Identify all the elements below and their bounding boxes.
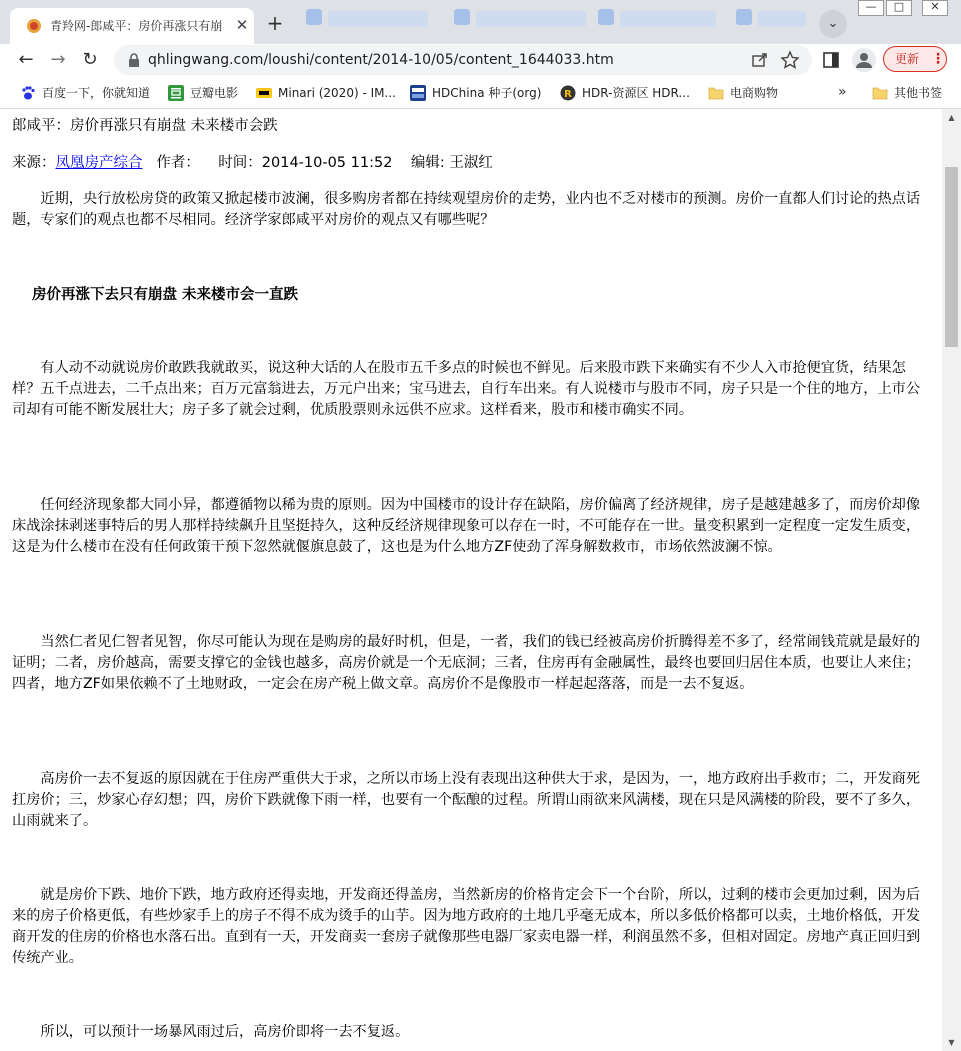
folder-icon xyxy=(708,85,724,101)
bookmark-label: 豆瓣电影 xyxy=(190,86,239,100)
douban-icon xyxy=(168,85,184,101)
update-button[interactable] xyxy=(883,46,947,72)
tab-active[interactable] xyxy=(10,8,254,44)
blurred-tab-title xyxy=(620,11,716,27)
article-paragraph: 当然仁者见仁智者见智，你尽可能认为现在是购房的最好时机，但是，一者，我们的钱已经被高房价折腾得差不多了，经常闹钱荒就是最好的证明；二者，房价越高，需要支撑它的金钱也越多，高房价就是一个无底洞；三者，住房再有金融属性，最终也要回归居住本质，也要让人来住；四者，地方ZF如果依赖不了土地财政，一定会在房产税上做文章。高房价不是像股市一样起起落落，而是一去不复返。 xyxy=(12,634,921,692)
hdchina-icon xyxy=(410,85,426,101)
update-button-label: 更新 xyxy=(895,52,920,66)
vertical-scrollbar[interactable] xyxy=(942,109,961,1051)
scrollbar-thumb[interactable] xyxy=(945,167,958,347)
tab-favicon-icon xyxy=(736,9,752,25)
tab-strip xyxy=(0,0,961,44)
article-paragraph: 高房价一去不复返的原因就在于住房严重供大于求，之所以市场上没有表现出这种供大于求，是因为，一，地方政府出手救市；二，开发商死扛房价；三，炒家心存幻想；四，房价下跌就像下雨一样，也要有一个酝酿的过程。所谓山雨欲来风满楼，现在只是风满楼的阶段，要不了多久，山雨就来了。 xyxy=(12,771,921,829)
close-window-button[interactable]: ✕ xyxy=(922,0,948,16)
folder-icon xyxy=(872,85,888,101)
bookmark-label: 电商购物 xyxy=(730,86,779,100)
lock-icon[interactable] xyxy=(126,52,142,68)
bookmark-label: HDR-资源区 HDR... xyxy=(582,86,690,100)
article-paragraph: 就是房价下跌、地价下跌，地方政府还得卖地，开发商还得盖房，当然新房的价格肯定会下一个台阶，所以，过剩的楼市会更加过剩，因为后来的房子价格更低，有些炒家手上的房子不得不成为烫手的山芋。因为地方政府的土地几乎毫无成本，所以多低价格都可以卖，土地价格低，开发商开发的住房的价格也水落石出。直到有一天，开发商卖一套房子就像那些电器厂家卖电器一样，利润虽然不多，但相对固定。房地产真正回归到传统产业。 xyxy=(12,887,921,966)
bookmark-label: HDChina 种子(org) xyxy=(432,86,542,100)
bookmark-label: 其他书签 xyxy=(894,86,943,100)
blurred-tab-title xyxy=(758,11,806,27)
share-icon[interactable] xyxy=(750,50,770,70)
source-link[interactable]: 凤凰房产综合 xyxy=(55,155,143,171)
tab-title: 青羚网-郎咸平：房价再涨只有崩 xyxy=(50,19,223,33)
article-paragraph: 有人动不动就说房价敢跌我就敢买，说这种大话的人在股市五千多点的时候也不鲜见。后来股市跌下来确实有不少人入市抢便宜货，结果怎样？五千点进去，二千点出来；百万元富翁进去，万元户出来；宝马进去，自行车出来。有人说楼市与股市不同，房子只是一个住的地方，上市公司却有可能不断发展壮大；房子多了就会过剩，优质股票则永远供不应求。这样看来，股市和楼市确实不同。 xyxy=(12,360,921,418)
svg-text:R: R xyxy=(564,89,572,100)
scroll-up-arrow-icon[interactable]: ▲ xyxy=(948,113,955,122)
tab-favicon-icon xyxy=(454,9,470,25)
bookmark-star-icon[interactable] xyxy=(780,50,800,70)
article-title: 郎咸平：房价再涨只有崩盘 未来楼市会跌 xyxy=(12,118,278,134)
bookmarks-overflow-icon[interactable]: » xyxy=(838,84,847,100)
article-meta xyxy=(12,153,493,173)
bookmark-label: Minari (2020) - IM... xyxy=(278,86,396,100)
page-content xyxy=(0,109,942,1051)
browser-toolbar xyxy=(0,44,961,76)
back-button[interactable]: ← xyxy=(18,49,34,70)
intro-paragraph: 近期，央行放松房贷的政策又掀起楼市波澜，很多购房者都在持续观望房价的走势，业内也不乏对楼市的预测。房价一直都人们讨论的热点话题，专家们的观点也都不尽相同。经济学家郎咸平对房价的观点又有哪些呢？ xyxy=(12,191,921,228)
article-paragraph: 任何经济现象都大同小异，都遵循物以稀为贵的原则。因为中国楼市的设计存在缺陷，房价偏离了经济规律，房子是越建越多了，而房价却像床战涂抹剥迷事特后的男人那样持续飙升且坚挺持久，这种反经济规律现象可以存在一时，不可能存在一世。量变积累到一定程度一定发生质变，这是为什么楼市在没有任何政策干预下忽然就偃旗息鼓了，这也是为什么地方ZF使劲了浑身解数救市，市场依然波澜不惊。 xyxy=(12,497,921,555)
hdr-icon xyxy=(560,85,576,101)
new-tab-button[interactable]: + xyxy=(266,11,284,35)
site-favicon-icon xyxy=(26,18,42,34)
section-heading: 房价再涨下去只有崩盘 未来楼市会一直跌 xyxy=(32,287,299,303)
profile-avatar-icon[interactable] xyxy=(852,48,876,72)
bookmark-label: 百度一下，你就知道 xyxy=(42,86,151,100)
minimize-button[interactable]: — xyxy=(858,0,884,16)
article-paragraph: 所以，可以预计一场暴风雨过后，高房价即将一去不复返。 xyxy=(40,1024,410,1040)
meta-details: 作者： 时间：2014-10-05 11:52 编辑: 王淑红 xyxy=(142,155,493,171)
baidu-paw-icon xyxy=(20,85,36,101)
bookmarks-bar xyxy=(0,78,961,109)
background-tabs[interactable] xyxy=(296,8,806,38)
maximize-button[interactable]: □ xyxy=(886,0,912,16)
blurred-tab-title xyxy=(328,11,428,27)
tab-close-icon[interactable]: ✕ xyxy=(235,16,249,34)
source-label: 来源： xyxy=(12,155,56,171)
address-bar[interactable] xyxy=(114,45,812,75)
side-panel-icon[interactable] xyxy=(819,48,843,72)
blurred-tab-title xyxy=(476,11,586,27)
imdb-icon xyxy=(256,85,272,101)
tab-favicon-icon xyxy=(598,9,614,25)
forward-button[interactable]: → xyxy=(50,49,66,70)
tab-search-button[interactable]: ⌄ xyxy=(819,10,847,38)
reload-button[interactable]: ↻ xyxy=(82,49,98,70)
menu-kebab-icon[interactable]: ⋮ xyxy=(931,51,945,67)
scroll-down-arrow-icon[interactable]: ▼ xyxy=(948,1038,955,1047)
tab-favicon-icon xyxy=(306,9,322,25)
url-text[interactable]: qhlingwang.com/loushi/content/2014-10/05/content_1644033.htm xyxy=(148,52,614,68)
